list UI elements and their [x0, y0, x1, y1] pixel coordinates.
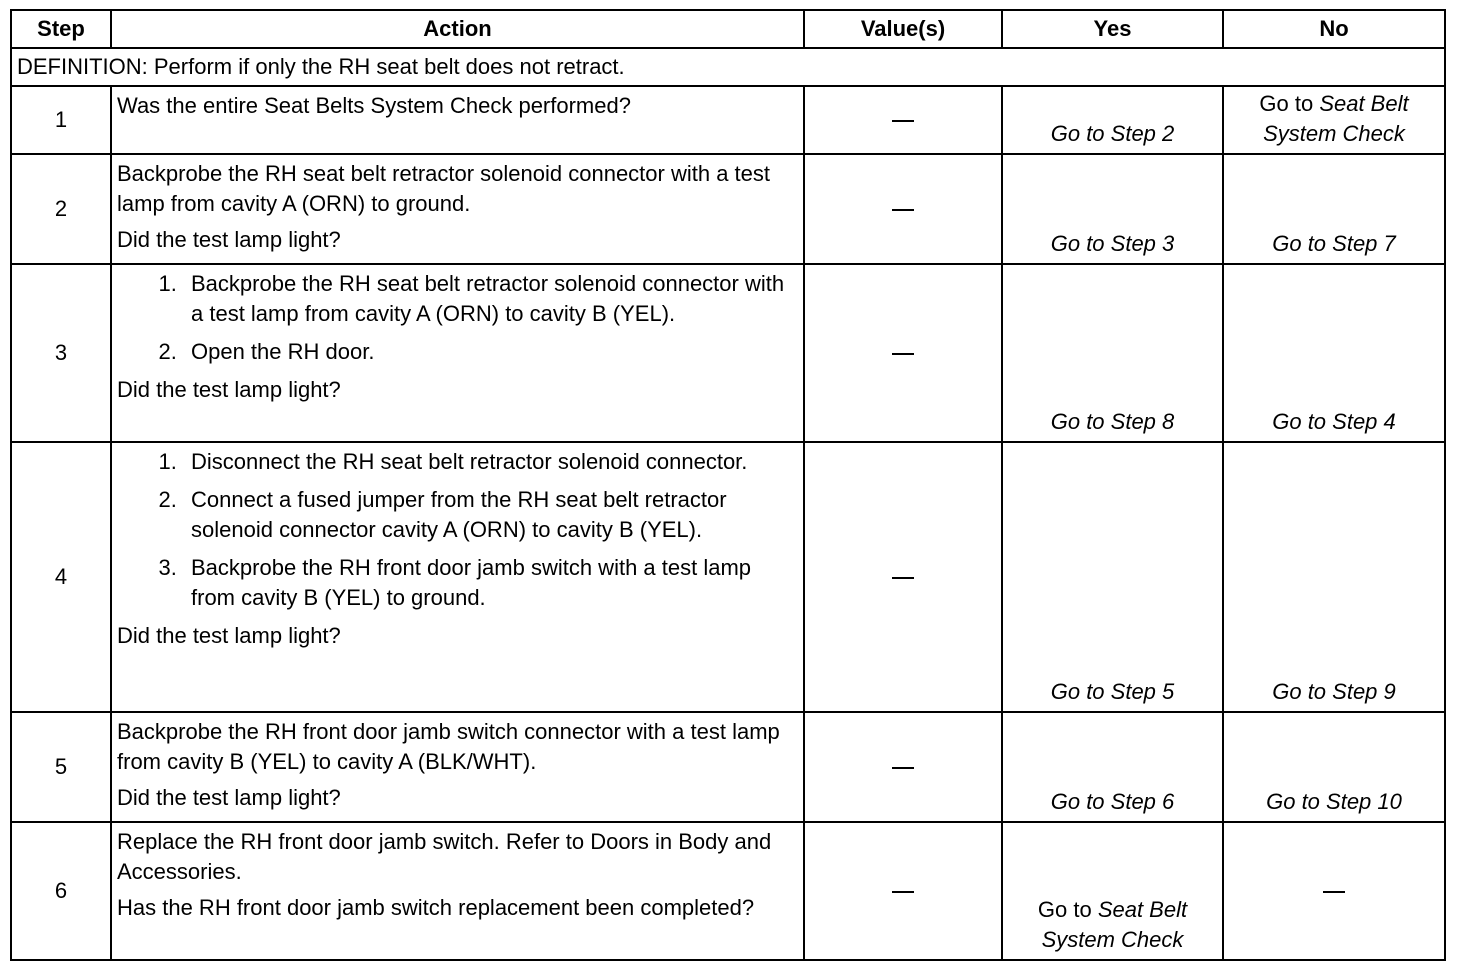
header-step: Step: [11, 10, 111, 48]
action-step-item: 1. Backprobe the RH seat belt retractor solenoid connector with a test lamp from cavity A (ORN) to cavity B (YEL).: [183, 269, 795, 329]
value-cell: [804, 154, 1002, 264]
table-row: [11, 712, 1445, 822]
step-number: 2: [11, 154, 111, 264]
yes-cell: [1002, 154, 1223, 264]
table-row: [11, 154, 1445, 264]
action-cell: [111, 264, 804, 442]
no-cell: [1223, 442, 1445, 712]
action-text: Replace the RH front door jamb switch. Refer to Doors in Body and Accessories.: [117, 829, 772, 884]
table-row: [11, 822, 1445, 960]
no-prefix: Go to: [1259, 91, 1320, 116]
yes-link[interactable]: Go to Step 2: [1050, 121, 1175, 146]
no-cell: [1223, 86, 1445, 154]
action-step-item: 2. Connect a fused jumper from the RH seat belt retractor solenoid connector cavity A (ORN) to cavity B (YEL).: [183, 485, 795, 545]
no-link[interactable]: Go to Step 9: [1272, 679, 1396, 704]
value-dash: [892, 353, 914, 355]
no-dash: [1323, 891, 1345, 893]
action-steps: [117, 447, 795, 613]
action-question: Did the test lamp light?: [117, 623, 341, 648]
yes-cell: [1002, 442, 1223, 712]
action-step-item: 1. Disconnect the RH seat belt retractor solenoid connector.: [183, 447, 795, 477]
step-number: 4: [11, 442, 111, 712]
table-row: [11, 86, 1445, 154]
header-no: No: [1223, 10, 1445, 48]
step-number: 1: [11, 86, 111, 154]
header-values: Value(s): [804, 10, 1002, 48]
header-yes: Yes: [1002, 10, 1223, 48]
yes-link[interactable]: Go to Step 8: [1050, 409, 1175, 434]
action-steps: [117, 269, 795, 367]
action-question: Did the test lamp light?: [117, 785, 341, 810]
action-step-item: 3. Backprobe the RH front door jamb switch with a test lamp from cavity B (YEL) to ground.: [183, 553, 795, 613]
action-text: Backprobe the RH seat belt retractor solenoid connector with a test lamp from cavity A (ORN) to ground.: [117, 161, 771, 216]
action-text: Backprobe the RH front door jamb switch connector with a test lamp from cavity B (YEL) to cavity A (BLK/WHT).: [117, 719, 780, 774]
action-cell: [111, 442, 804, 712]
no-link[interactable]: Seat Belt System Check: [1263, 91, 1409, 146]
yes-link[interactable]: Go to Step 5: [1050, 679, 1175, 704]
diagnostic-table: [10, 9, 1446, 961]
yes-cell: [1002, 264, 1223, 442]
value-dash: [892, 891, 914, 893]
no-link[interactable]: Go to Step 4: [1272, 409, 1396, 434]
header-row: [11, 10, 1445, 48]
action-question: Did the test lamp light?: [117, 227, 341, 252]
no-cell: [1223, 822, 1445, 960]
no-link[interactable]: Go to Step 7: [1272, 231, 1396, 256]
definition-row: [11, 48, 1445, 86]
definition-text: DEFINITION: Perform if only the RH seat belt does not retract.: [11, 48, 1445, 86]
action-cell: [111, 822, 804, 960]
action-question: Did the test lamp light?: [117, 377, 341, 402]
no-cell: [1223, 154, 1445, 264]
no-link[interactable]: Go to Step 10: [1266, 789, 1402, 814]
table-row: [11, 264, 1445, 442]
header-action: Action: [111, 10, 804, 48]
value-cell: [804, 442, 1002, 712]
yes-prefix: Go to: [1037, 897, 1098, 922]
value-dash: [892, 120, 914, 122]
action-cell: [111, 154, 804, 264]
action-cell: [111, 86, 804, 154]
action-step-item: 2. Open the RH door.: [183, 337, 795, 367]
yes-cell: [1002, 712, 1223, 822]
step-number: 6: [11, 822, 111, 960]
value-cell: [804, 264, 1002, 442]
action-cell: [111, 712, 804, 822]
yes-link[interactable]: Seat Belt System Check: [1041, 897, 1188, 952]
yes-cell: [1002, 86, 1223, 154]
value-cell: [804, 822, 1002, 960]
value-dash: [892, 577, 914, 579]
step-number: 3: [11, 264, 111, 442]
yes-link[interactable]: Go to Step 6: [1050, 789, 1175, 814]
value-cell: [804, 712, 1002, 822]
value-cell: [804, 86, 1002, 154]
yes-link[interactable]: Go to Step 3: [1050, 231, 1175, 256]
value-dash: [892, 767, 914, 769]
table-row: [11, 442, 1445, 712]
no-cell: [1223, 264, 1445, 442]
step-number: 5: [11, 712, 111, 822]
action-question: Has the RH front door jamb switch replacement been completed?: [117, 895, 755, 920]
value-dash: [892, 209, 914, 211]
no-cell: [1223, 712, 1445, 822]
action-text: Was the entire Seat Belts System Check performed?: [117, 93, 631, 118]
yes-cell: [1002, 822, 1223, 960]
